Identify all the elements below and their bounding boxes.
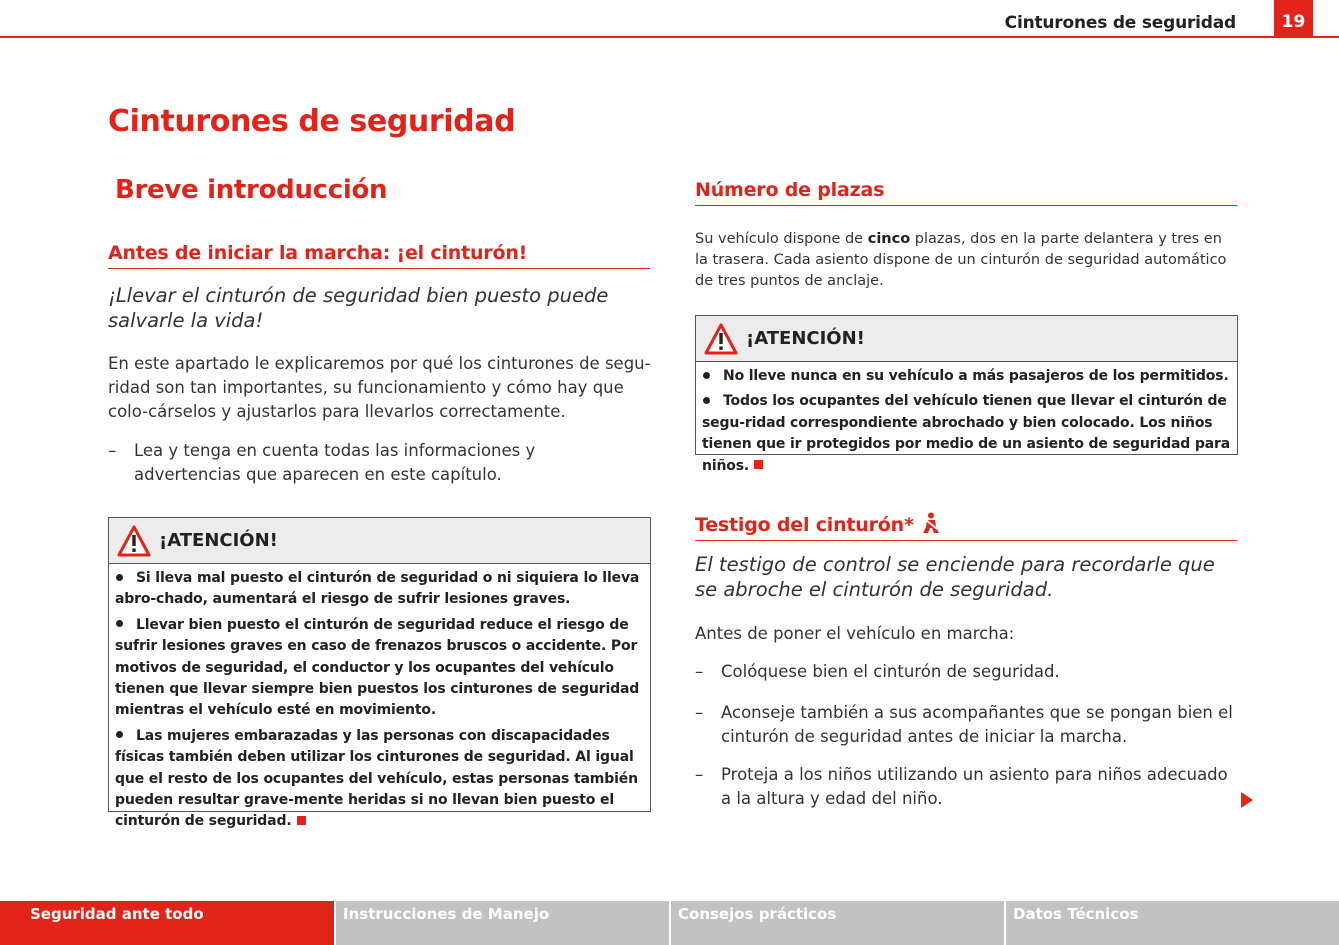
tab-instrucciones[interactable]: Instrucciones de Manejo <box>336 901 669 945</box>
dash-item-right: – Aconseje también a sus acompañantes que se pongan bien el cinturón de seguridad antes de iniciar la marcha. <box>695 703 1233 746</box>
warning-body <box>109 564 650 837</box>
warning-header <box>696 316 1237 362</box>
tab-seguridad[interactable]: Seguridad ante todo <box>0 901 334 945</box>
warning-body <box>696 362 1237 481</box>
tab-consejos[interactable]: Consejos prácticos <box>671 901 1004 945</box>
testigo-intro: Antes de poner el vehículo en marcha: <box>695 624 1015 643</box>
warning-item: Las mujeres embarazadas y las personas con discapacidades físicas también deben utilizar los cinturones de seguridad. Al igual que el resto de los ocupantes del vehículo, estas personas también pueden resultar grave-mente heridas si no llevan bien puesto el cinturón de seguridad. <box>115 727 638 830</box>
continue-arrow-icon <box>1241 792 1253 808</box>
dash-item-left <box>108 439 638 487</box>
intro-paragraph: En este apartado le explicaremos por qué los cinturones de segu-ridad son tan importantes, su funcionamiento y cómo hay que colo-cárselos y ajustarlos para llevarlos correctamente. <box>108 354 651 421</box>
dash-item-right: – Colóquese bien el cinturón de seguridad. <box>695 660 1240 684</box>
warning-box-left <box>108 517 651 830</box>
seatbelt-warning-icon <box>922 512 940 534</box>
warning-header <box>109 518 650 564</box>
dash-marker: – <box>108 441 117 460</box>
subtitle: Breve introducción <box>115 175 388 205</box>
warning-label: ¡ATENCIÓN! <box>746 328 865 349</box>
dash-item-text: Lea y tenga en cuenta todas las informaciones y advertencias que aparecen en este capítulo. <box>134 441 536 484</box>
page-title: Cinturones de seguridad <box>108 104 516 139</box>
bullet-icon <box>703 372 710 379</box>
section-heading-plazas: Número de plazas <box>695 179 1237 206</box>
footer-tabs <box>0 901 1339 945</box>
warning-item: No lleve nunca en su vehículo a más pasajeros de los permitidos. <box>702 366 1231 387</box>
warning-item: Si lleva mal puesto el cinturón de seguridad o ni siquiera lo lleva abro-chado, aumentará el riesgo de sufrir lesiones graves. <box>115 570 640 608</box>
dash-marker: – <box>695 662 704 681</box>
dash-marker: – <box>695 765 704 784</box>
section-heading-antes: Antes de iniciar la marcha: ¡el cinturón! <box>108 242 650 269</box>
bullet-icon <box>116 731 123 738</box>
warning-box-right <box>695 315 1238 474</box>
bullet-icon <box>116 620 123 627</box>
section-heading-testigo: Testigo del cinturón* <box>695 512 1237 541</box>
warning-triangle-icon <box>704 323 738 355</box>
warning-label: ¡ATENCIÓN! <box>159 530 278 551</box>
plazas-count: cinco <box>867 231 911 247</box>
end-square-icon <box>754 460 763 469</box>
running-header-title: Cinturones de seguridad <box>1004 13 1236 33</box>
warning-item: Todos los ocupantes del vehículo tienen que llevar el cinturón de segu-ridad correspondiente abrochado y bien colocado. Los niños tienen que ir protegidos por medio de un asiento de seguridad para niños. <box>702 393 1231 474</box>
header-rule <box>0 36 1339 38</box>
bullet-icon <box>116 574 123 581</box>
dash-marker: – <box>695 703 704 722</box>
lead-text-left: ¡Llevar el cinturón de seguridad bien puesto puede salvarle la vida! <box>108 284 609 332</box>
plazas-paragraph: Su vehículo dispone de cinco plazas, dos en la parte delantera y tres en la trasera. Cada asiento dispone de un cinturón de seguridad automático de tres puntos de anclaje. <box>695 231 1227 289</box>
bullet-icon <box>703 397 710 404</box>
tab-datos[interactable]: Datos Técnicos <box>1006 901 1339 945</box>
dash-item-right: – Proteja a los niños utilizando un asiento para niños adecuado a la altura y edad del niño. <box>695 765 1228 808</box>
page-number: 19 <box>1274 0 1313 38</box>
lead-text-right: El testigo de control se enciende para recordarle que se abroche el cinturón de seguridad. <box>695 553 1215 601</box>
warning-triangle-icon <box>117 525 151 557</box>
warning-item: Llevar bien puesto el cinturón de seguridad reduce el riesgo de sufrir lesiones graves en caso de frenazos bruscos o accidente. Por motivos de seguridad, el conductor y los ocupantes del vehículo tienen que llevar siempre bien puestos los cinturones de seguridad mientras el vehículo esté en movimiento. <box>115 616 640 719</box>
end-square-icon <box>297 816 306 825</box>
